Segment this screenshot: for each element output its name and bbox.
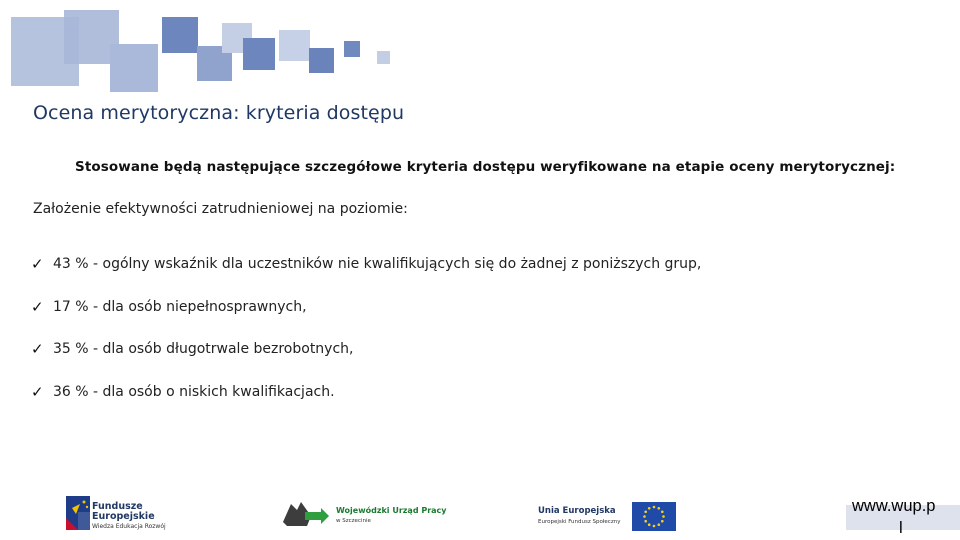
checkmark-icon: ✓: [31, 340, 44, 359]
list-item: [31, 328, 701, 371]
deco-square: [279, 30, 310, 61]
wup-logo-text: [336, 506, 447, 526]
eu-flag-icon: [632, 502, 676, 531]
deco-square: [243, 38, 275, 70]
fundusze-europejskie-logo-icon: [64, 494, 92, 532]
list-item: [31, 371, 701, 414]
ue-line2: Europejski Fundusz Społeczny: [538, 519, 621, 525]
fe-line3: Wiedza Edukacja Rozwój: [92, 523, 166, 530]
deco-square: [309, 48, 334, 73]
website-url: www.wup.p: [852, 497, 936, 515]
criterion-text: 36 % - dla osób o niskich kwalifikacjach.: [53, 383, 335, 400]
checkmark-icon: ✓: [31, 297, 44, 316]
wup-line1: Wojewódzki Urząd Pracy: [336, 506, 447, 515]
intro-text: Stosowane będą następujące szczegółowe kryteria dostępu weryfikowane na etapie oceny merytorycznej:: [75, 159, 896, 175]
criteria-list: [31, 243, 701, 413]
wup-line2: w Szczecinie: [336, 518, 371, 524]
fe-logo-text: [92, 502, 166, 532]
deco-square: [110, 44, 158, 92]
checkmark-icon: ✓: [31, 382, 44, 401]
list-item: [31, 286, 701, 329]
criterion-text: 35 % - dla osób długotrwale bezrobotnych,: [53, 341, 354, 358]
wup-logo-icon: [281, 500, 331, 528]
ue-line1: Unia Europejska: [538, 506, 616, 516]
fe-line1: Fundusze: [92, 501, 143, 512]
deco-square: [377, 51, 390, 64]
list-item: [31, 243, 701, 286]
lead-text: Założenie efektywności zatrudnieniowej na poziomie:: [33, 201, 408, 217]
ue-logo-text: [538, 506, 620, 528]
slide-title: Ocena merytoryczna: kryteria dostępu: [33, 102, 405, 124]
criterion-text: 43 % - ogólny wskaźnik dla uczestników nie kwalifikujących się do żadnej z poniższych grup,: [53, 256, 702, 273]
checkmark-icon: ✓: [31, 255, 44, 274]
fe-line2: Europejskie: [92, 511, 155, 522]
website-url-tail: l: [899, 519, 903, 537]
deco-square: [162, 17, 198, 53]
deco-square: [344, 41, 360, 57]
criterion-text: 17 % - dla osób niepełnosprawnych,: [53, 298, 307, 315]
